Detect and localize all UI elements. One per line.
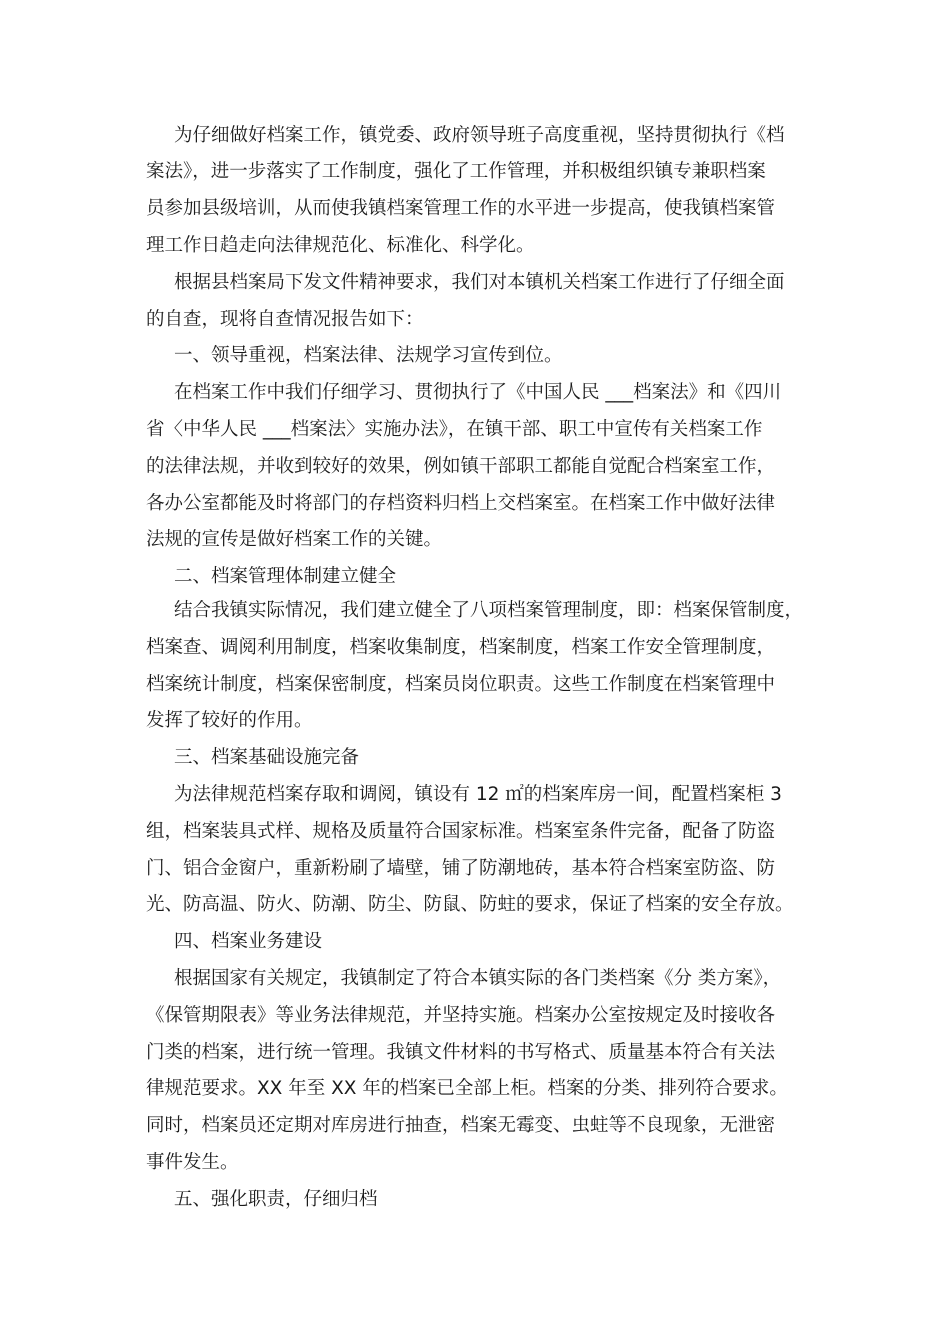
paragraph-5-line-1: 为法律规范档案存取和调阅，镇设有 12 ㎡的档案库房一间，配置档案柜 3 [174,784,782,805]
paragraph-6-line-4: 律规范要求。XX 年至 XX 年的档案已全部上柜。档案的分类、排列符合要求。 [146,1078,788,1099]
paragraph-3-line-4: 各办公室都能及时将部门的存档资料归档上交档案室。在档案工作中做好法律 [146,493,776,514]
paragraph-5-line-3: 门、铝合金窗户，重新粉刷了墙壁，铺了防潮地砖，基本符合档案室防盗、防 [146,858,776,879]
paragraph-6-line-6: 事件发生。 [146,1152,239,1173]
paragraph-6-line-2: 《保管期限表》等业务法律规范，并坚持实施。档案办公室按规定及时接收各 [146,1005,776,1026]
paragraph-4-line-3: 档案统计制度，档案保密制度，档案员岗位职责。这些工作制度在档案管理中 [146,674,776,695]
section-heading-5: 五、强化职责，仔细归档 [174,1189,378,1210]
paragraph-1-line-4: 理工作日趋走向法律规范化、标准化、科学化。 [146,235,535,256]
section-heading-2: 二、档案管理体制建立健全 [174,566,397,587]
paragraph-1-line-3: 员参加县级培训，从而使我镇档案管理工作的水平进一步提高，使我镇档案管 [146,198,776,219]
paragraph-5-line-2: 组，档案装具式样、规格及质量符合国家标准。档案室条件完备，配备了防盗 [146,821,776,842]
paragraph-3-line-3: 的法律法规，并收到较好的效果，例如镇干部职工都能自觉配合档案室工作， [146,456,776,477]
paragraph-4-line-4: 发挥了较好的作用。 [146,710,313,731]
paragraph-1-line-1: 为仔细做好档案工作，镇党委、政府领导班子高度重视，坚持贯彻执行《档 [174,125,785,146]
paragraph-2-line-1: 根据县档案局下发文件精神要求，我们对本镇机关档案工作进行了仔细全面 [174,272,785,293]
section-heading-3: 三、档案基础设施完备 [174,747,360,768]
paragraph-6-line-5: 同时，档案员还定期对库房进行抽查，档案无霉变、虫蛀等不良现象，无泄密 [146,1115,776,1136]
paragraph-3-line-1: 在档案工作中我们仔细学习、贯彻执行了《中国人民 ___档案法》和《四川 [174,382,782,403]
paragraph-1-line-2: 案法》，进一步落实了工作制度，强化了工作管理，并积极组织镇专兼职档案 [146,161,766,182]
paragraph-2-line-2: 的自查，现将自查情况报告如下： [146,309,424,330]
paragraph-3-line-2: 省〈中华人民 ___档案法〉实施办法》，在镇干部、职工中宣传有关档案工作 [146,419,763,440]
paragraph-4-line-2: 档案查、调阅利用制度，档案收集制度，档案制度，档案工作安全管理制度， [146,637,776,658]
paragraph-4-line-1: 结合我镇实际情况，我们建立健全了八项档案管理制度，即：档案保管制度， [174,600,804,621]
section-heading-4: 四、档案业务建设 [174,931,323,952]
section-heading-1: 一、领导重视，档案法律、法规学习宣传到位。 [174,345,563,366]
paragraph-3-line-5: 法规的宣传是做好档案工作的关键。 [146,529,443,550]
paragraph-5-line-4: 光、防高温、防火、防潮、防尘、防鼠、防蛀的要求，保证了档案的安全存放。 [146,894,794,915]
paragraph-6-line-1: 根据国家有关规定，我镇制定了符合本镇实际的各门类档案《分 类方案》， [174,968,782,989]
paragraph-6-line-3: 门类的档案，进行统一管理。我镇文件材料的书写格式、质量基本符合有关法 [146,1042,776,1063]
